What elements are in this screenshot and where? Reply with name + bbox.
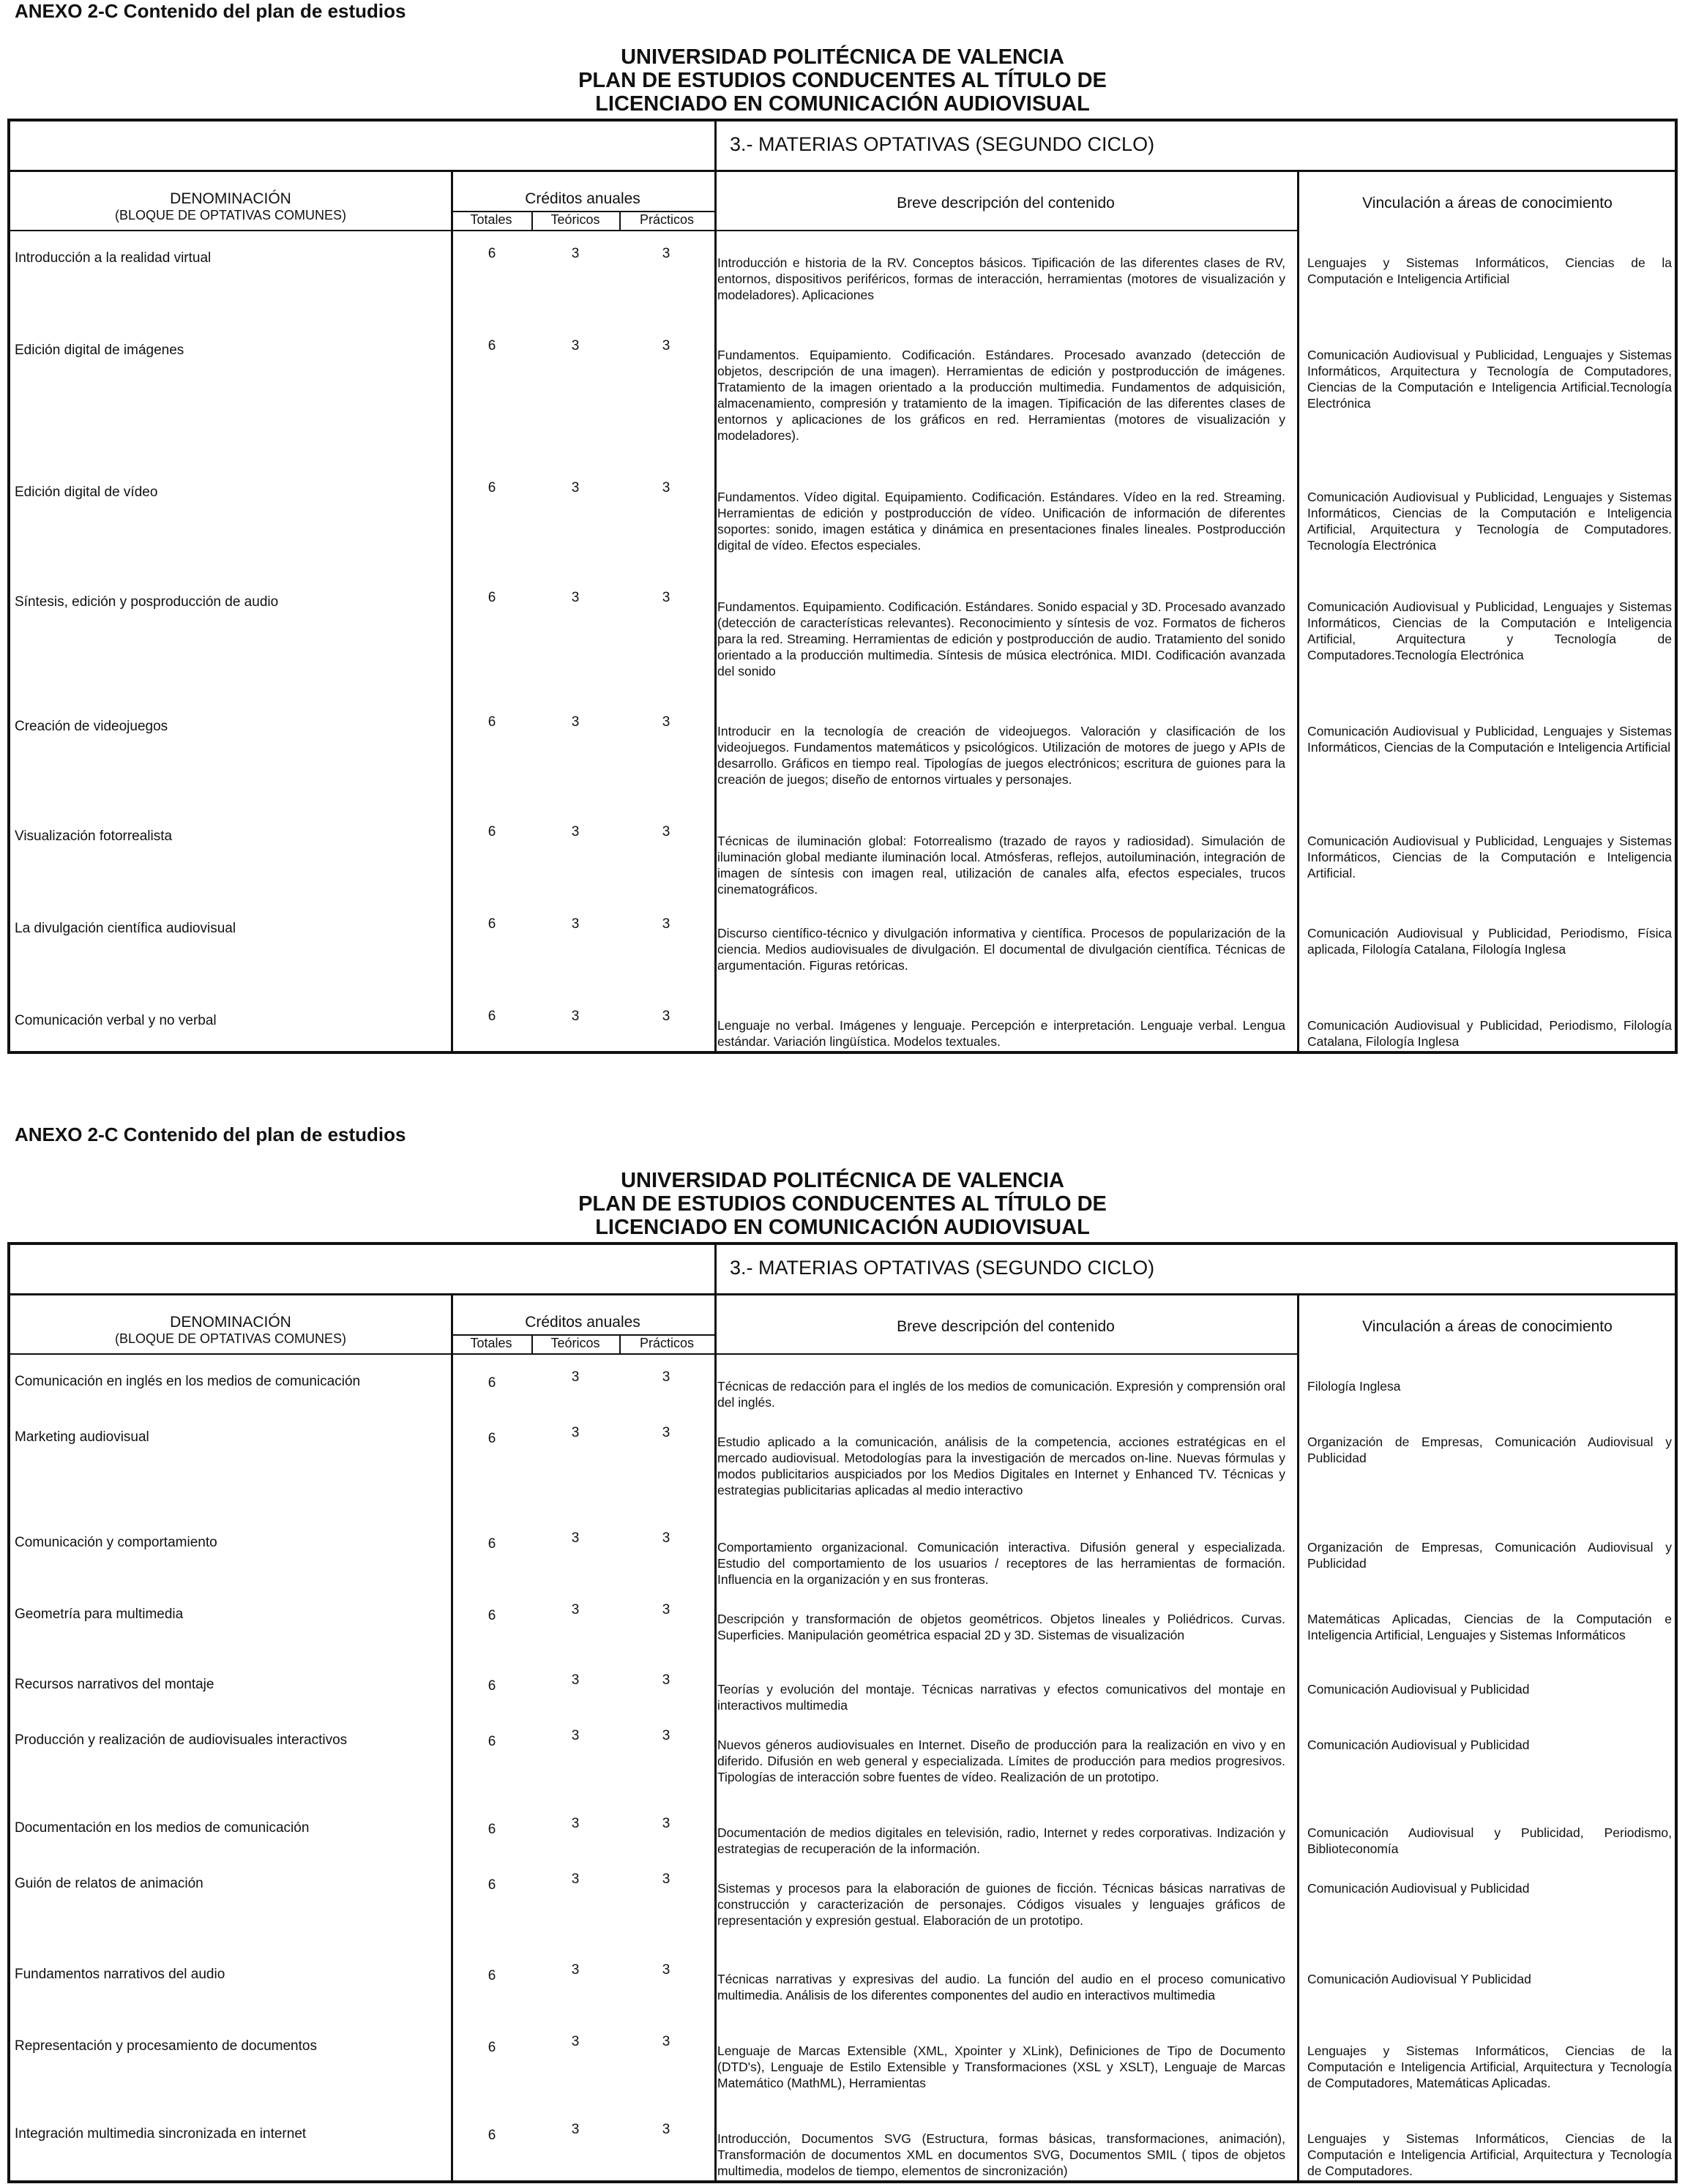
degree-title: LICENCIADO EN COMUNICACIÓN AUDIOVISUAL: [595, 1216, 1090, 1239]
knowledge-areas: Comunicación Audiovisual y Publicidad: [1307, 1881, 1530, 1896]
credits-practicos: 3: [662, 2122, 670, 2137]
credits-totales: 6: [487, 338, 496, 354]
knowledge-areas: Comunicación Audiovisual y Publicidad, Lenguajes y Sistemas Informáticos, Ciencias de la Computación e Inteligencia Artificial, Arquitectura y Tecnología de Computadores.Tecnología Electrónica: [1307, 599, 1672, 662]
credits-teoricos: 3: [571, 1369, 580, 1385]
credits-practicos: 3: [662, 1602, 670, 1618]
header-teoricos: Teóricos: [550, 212, 600, 227]
annex-title: ANEXO 2-C Contenido del plan de estudios: [15, 1123, 406, 1145]
credits-totales: 6: [487, 590, 496, 605]
knowledge-areas: Matemáticas Aplicadas, Ciencias de la Computación e Inteligencia Artificial, Lenguajes y Sistemas Informáticos: [1307, 1612, 1672, 1642]
course-description: Teorías y evolución del montaje. Técnicas narrativas y efectos comunicativos del montaje en interactivos multimedia: [717, 1682, 1285, 1713]
credits-practicos: 3: [662, 916, 670, 932]
credits-teoricos: 3: [571, 1425, 580, 1440]
course-name: Síntesis, edición y posproducción de audio: [15, 594, 279, 610]
credits-practicos: 3: [662, 590, 670, 605]
header-bloque: (BLOQUE DE OPTATIVAS COMUNES): [114, 1331, 347, 1346]
knowledge-areas: Comunicación Audiovisual y Publicidad, Lenguajes y Sistemas Informáticos, Ciencias de la Computación e Inteligencia Artificial, Arquitectura y Tecnología de Computadores. Tecnología Electrónica: [1307, 490, 1672, 553]
credits-teoricos: 3: [571, 1816, 580, 1831]
header-totales: Totales: [470, 1336, 512, 1350]
credits-totales: 6: [487, 1968, 496, 1983]
course-description: Técnicas de iluminación global: Fotorrealismo (trazado de rayos y radiosidad). Simulación de iluminación global mediante iluminación local. Atmósferas, reflejos, autoiluminación, integración de imagen de síntesis con imagen real, utilización de canales alfa, efectos especiales, trucos cinematográficos.: [717, 834, 1285, 897]
credits-totales: 6: [487, 1678, 496, 1694]
course-name: Comunicación verbal y no verbal: [15, 1013, 217, 1028]
credits-teoricos: 3: [571, 1962, 580, 1978]
knowledge-areas: Lenguajes y Sistemas Informáticos, Ciencias de la Computación e Inteligencia Artificial, Arquitectura y Tecnología de Computadores, Matemáticas Aplicadas.: [1307, 2043, 1672, 2090]
course-description: Estudio aplicado a la comunicación, análisis de la competencia, acciones estratégicas en el mercado audiovisual. Metodologías para la investigación de mercados on-line. Nuevas fórmulas y modos publicitarios auspiciados por los Medios Digitales en Internet y Enhanced TV. Técnicas y estrategias publicitarias aplicadas al medio interactivo: [717, 1435, 1285, 1497]
course-description: Introducir en la tecnología de creación de videojuegos. Valoración y clasificación de los videojuegos. Fundamentos matemáticos y psicológicos. Utilización de motores de juego y APIs de desarrollo. Gráficos en tiempo real. Tipologías de juegos electrónicos; escritura de guiones para la creación de juegos; diseño de entornos virtuales y personajes.: [717, 724, 1285, 787]
knowledge-areas: Organización de Empresas, Comunicación Audiovisual y Publicidad: [1307, 1435, 1672, 1465]
credits-practicos: 3: [662, 480, 670, 495]
credits-teoricos: 3: [571, 1009, 580, 1024]
annex-title: ANEXO 2-C Contenido del plan de estudios: [15, 0, 406, 22]
credits-practicos: 3: [662, 338, 670, 354]
section-title: 3.- MATERIAS OPTATIVAS (SEGUNDO CICLO): [730, 1257, 1155, 1279]
course-name: Creación de videojuegos: [15, 719, 168, 734]
credits-totales: 6: [487, 1536, 496, 1552]
credits-teoricos: 3: [571, 2122, 580, 2137]
course-name: La divulgación científica audiovisual: [15, 921, 236, 936]
header-descripcion: Breve descripción del contenido: [897, 195, 1115, 212]
header-practicos: Prácticos: [639, 212, 695, 227]
course-description: Introducción, Documentos SVG (Estructura, formas básicas, transformaciones, animación), Transformación de documentos XML en documentos SVG, Documentos SMIL ( tipos de objetos multimedia, modelos de tiempo, elementos de sincronización): [717, 2131, 1285, 2178]
credits-totales: 6: [487, 1734, 496, 1749]
header-practicos: Prácticos: [639, 1336, 695, 1350]
plan-title: PLAN DE ESTUDIOS CONDUCENTES AL TÍTULO DE: [578, 1192, 1107, 1216]
credits-teoricos: 3: [571, 1602, 580, 1618]
course-name: Comunicación en inglés en los medios de comunicación: [15, 1374, 361, 1389]
credits-totales: 6: [487, 1009, 496, 1024]
credits-practicos: 3: [662, 824, 670, 839]
degree-title: LICENCIADO EN COMUNICACIÓN AUDIOVISUAL: [595, 92, 1090, 116]
knowledge-areas: Comunicación Audiovisual y Publicidad, Periodismo, Física aplicada, Filología Catalana, Filología Inglesa: [1307, 926, 1672, 957]
credits-totales: 6: [487, 480, 496, 495]
credits-totales: 6: [487, 714, 496, 730]
credits-practicos: 3: [662, 246, 670, 261]
course-description: Documentación de medios digitales en televisión, radio, Internet y redes corporativas. Indización y estrategias de recuperación de la información.: [717, 1825, 1285, 1856]
courses-table: [7, 119, 1678, 1054]
header-creditos: Créditos anuales: [525, 190, 640, 207]
section-title: 3.- MATERIAS OPTATIVAS (SEGUNDO CICLO): [730, 133, 1155, 155]
header-denominacion: DENOMINACIÓN: [170, 190, 291, 207]
credits-practicos: 3: [662, 1530, 670, 1546]
credits-totales: 6: [487, 2128, 496, 2143]
credits-teoricos: 3: [571, 338, 580, 354]
header-denominacion: DENOMINACIÓN: [170, 1314, 291, 1331]
knowledge-areas: Comunicación Audiovisual Y Publicidad: [1307, 1972, 1531, 1986]
course-description: Introducción e historia de la RV. Conceptos básicos. Tipificación de las diferentes clases de RV, entornos, dispositivos periféricos, formas de interacción, herramientas (motores de visualización y modeladores). Aplicaciones: [717, 255, 1285, 302]
credits-totales: 6: [487, 1822, 496, 1837]
course-description: Lenguaje de Marcas Extensible (XML, Xpointer y XLink), Definiciones de Tipo de Documento (DTD's), Lenguaje de Estilo Extensible y Transformaciones (XSL y XSLT), Lenguaje de Marcas Matemático (MathML), Herramientas: [717, 2043, 1285, 2090]
knowledge-areas: Lenguajes y Sistemas Informáticos, Ciencias de la Computación e Inteligencia Artificial: [1307, 255, 1672, 286]
credits-teoricos: 3: [571, 2034, 580, 2049]
header-creditos: Créditos anuales: [525, 1314, 640, 1331]
credits-practicos: 3: [662, 2034, 670, 2049]
credits-teoricos: 3: [571, 246, 580, 261]
credits-teoricos: 3: [571, 1672, 580, 1688]
course-description: Descripción y transformación de objetos geométricos. Objetos lineales y Poliédricos. Curvas. Superficies. Manipulación geométrica espacial 2D y 3D. Sistemas de visualización: [717, 1612, 1285, 1642]
credits-practicos: 3: [662, 1871, 670, 1887]
knowledge-areas: Comunicación Audiovisual y Publicidad, Lenguajes y Sistemas Informáticos, Ciencias de la Computación e Inteligencia Artificial: [1307, 724, 1672, 755]
course-description: Fundamentos. Vídeo digital. Equipamiento. Codificación. Estándares. Vídeo en la red. Streaming. Herramientas de edición y postproducción de vídeo. Unificación de información de diferentes soportes: sonido, imagen estática y dinámica en presentaciones finales lineales. Postproducción digital de vídeo. Efectos especiales.: [717, 490, 1285, 553]
credits-teoricos: 3: [571, 1530, 580, 1546]
credits-teoricos: 3: [571, 480, 580, 495]
course-name: Introducción a la realidad virtual: [15, 250, 212, 266]
course-name: Marketing audiovisual: [15, 1429, 149, 1445]
course-name: Geometría para multimedia: [15, 1607, 184, 1622]
courses-table: [7, 1242, 1678, 2183]
course-name: Visualización fotorrealista: [15, 829, 173, 844]
course-name: Documentación en los medios de comunicación: [15, 1820, 310, 1836]
knowledge-areas: Lenguajes y Sistemas Informáticos, Ciencias de la Computación e Inteligencia Artificial, Arquitectura y Tecnología de Computadores.: [1307, 2131, 1672, 2178]
header-descripcion: Breve descripción del contenido: [897, 1318, 1115, 1335]
course-name: Fundamentos narrativos del audio: [15, 1967, 225, 1982]
course-description: Fundamentos. Equipamiento. Codificación. Estándares. Procesado avanzado (detección de objetos, descripción de una imagen). Herramientas de edición y postproducción de imágenes. Tratamiento de la imagen orientado a la producción multimedia. Fundamentos de adquisición, almacenamiento, compresión y tratamiento de la imagen. Tipificación de las diferentes clases de entornos y aplicaciones de los gráficos en red. Herramientas (motores de visualización y modeladores).: [717, 348, 1285, 443]
header-totales: Totales: [470, 212, 512, 227]
course-name: Integración multimedia sincronizada en internet: [15, 2126, 307, 2142]
course-name: Producción y realización de audiovisuales interactivos: [15, 1732, 348, 1748]
credits-practicos: 3: [662, 1728, 670, 1743]
credits-totales: 6: [487, 1431, 496, 1446]
credits-totales: 6: [487, 916, 496, 932]
credits-totales: 6: [487, 824, 496, 839]
course-description: Comportamiento organizacional. Comunicación interactiva. Difusión general y especializada. Estudio del comportamiento de los usuarios / receptores de las herramientas de formación. Influencia en la organización y en sus fronteras.: [717, 1540, 1285, 1587]
credits-practicos: 3: [662, 714, 670, 730]
credits-practicos: 3: [662, 1425, 670, 1440]
knowledge-areas: Comunicación Audiovisual y Publicidad, Periodismo, Biblioteconomía: [1307, 1825, 1672, 1856]
credits-teoricos: 3: [571, 714, 580, 730]
header-vinculacion: Vinculación a áreas de conocimiento: [1362, 195, 1613, 212]
credits-teoricos: 3: [571, 1728, 580, 1743]
header-teoricos: Teóricos: [550, 1336, 600, 1350]
document-header: [0, 1169, 1685, 1239]
credits-totales: 6: [487, 1375, 496, 1391]
course-name: Edición digital de imágenes: [15, 343, 184, 358]
course-name: Comunicación y comportamiento: [15, 1535, 217, 1550]
credits-totales: 6: [487, 1877, 496, 1893]
course-description: Nuevos géneros audiovisuales en Internet. Diseño de producción para la realización en vivo y en diferido. Difusión en web general y especializada. Límites de producción para medios progresivos. Tipologías de interacción sobre fuentes de vídeo. Realización de un prototipo.: [717, 1738, 1285, 1784]
course-name: Recursos narrativos del montaje: [15, 1677, 214, 1692]
credits-teoricos: 3: [571, 916, 580, 932]
credits-practicos: 3: [662, 1816, 670, 1831]
course-description: Técnicas narrativas y expresivas del audio. La función del audio en el proceso comunicativo multimedia. Análisis de los diferentes componentes del audio en interactivos multimedia: [717, 1972, 1285, 2002]
university-name: UNIVERSIDAD POLITÉCNICA DE VALENCIA: [621, 45, 1064, 69]
header-bloque: (BLOQUE DE OPTATIVAS COMUNES): [114, 208, 347, 222]
credits-practicos: 3: [662, 1672, 670, 1688]
knowledge-areas: Comunicación Audiovisual y Publicidad, Periodismo, Filología Catalana, Filología Inglesa: [1307, 1018, 1672, 1049]
university-name: UNIVERSIDAD POLITÉCNICA DE VALENCIA: [621, 1169, 1064, 1192]
course-description: Técnicas de redacción para el inglés de los medios de comunicación. Expresión y comprensión oral del inglés.: [717, 1379, 1285, 1410]
knowledge-areas: Organización de Empresas, Comunicación Audiovisual y Publicidad: [1307, 1540, 1672, 1571]
knowledge-areas: Comunicación Audiovisual y Publicidad, Lenguajes y Sistemas Informáticos, Arquitectura y Tecnología de Computadores, Ciencias de la Computación e Inteligencia Artificial.Tecnología Electrónica: [1307, 348, 1672, 411]
document-header: [0, 45, 1685, 116]
course-description: Discurso científico-técnico y divulgación informativa y científica. Procesos de popularización de la ciencia. Medios audiovisuales de divulgación. El documental de divulgación científica. Técnicas de argumentación. Figuras retóricas.: [717, 926, 1285, 973]
knowledge-areas: Comunicación Audiovisual y Publicidad, Lenguajes y Sistemas Informáticos, Ciencias de la Computación e Inteligencia Artificial.: [1307, 834, 1672, 880]
credits-teoricos: 3: [571, 824, 580, 839]
knowledge-areas: Filología Inglesa: [1307, 1379, 1401, 1394]
knowledge-areas: Comunicación Audiovisual y Publicidad: [1307, 1682, 1530, 1697]
section-title-bar: [714, 1245, 1675, 1293]
course-description: Fundamentos. Equipamiento. Codificación. Estándares. Sonido espacial y 3D. Procesado avanzado (detección de características relevantes). Reconocimiento y síntesis de voz. Formatos de ficheros para la red. Streaming. Herramientas de edición y postproducción de audio. Tratamiento del sonido orientado a la producción multimedia. Síntesis de música electrónica. MIDI. Codificación avanzada del sonido: [717, 599, 1285, 678]
credits-teoricos: 3: [571, 1871, 580, 1887]
course-description: Lenguaje no verbal. Imágenes y lenguaje. Percepción e interpretación. Lenguaje verbal. Lengua estándar. Variación lingüística. Modelos textuales.: [717, 1018, 1285, 1049]
credits-totales: 6: [487, 246, 496, 261]
credits-totales: 6: [487, 1608, 496, 1623]
knowledge-areas: Comunicación Audiovisual y Publicidad: [1307, 1738, 1530, 1752]
credits-teoricos: 3: [571, 590, 580, 605]
course-name: Edición digital de vídeo: [15, 485, 158, 500]
course-description: Sistemas y procesos para la elaboración de guiones de ficción. Técnicas básicas narrativas de construcción y caracterización de personajes. Códigos visuales y lenguajes gráficos de representación y expresión gestual. Elaboración de un prototipo.: [717, 1881, 1285, 1928]
credits-practicos: 3: [662, 1962, 670, 1978]
header-vinculacion: Vinculación a áreas de conocimiento: [1362, 1318, 1613, 1335]
plan-title: PLAN DE ESTUDIOS CONDUCENTES AL TÍTULO DE: [578, 69, 1107, 92]
credits-practicos: 3: [662, 1009, 670, 1024]
course-name: Representación y procesamiento de documentos: [15, 2038, 317, 2054]
credits-practicos: 3: [662, 1369, 670, 1385]
course-name: Guión de relatos de animación: [15, 1876, 203, 1891]
section-title-bar: [714, 121, 1675, 170]
credits-totales: 6: [487, 2040, 496, 2055]
